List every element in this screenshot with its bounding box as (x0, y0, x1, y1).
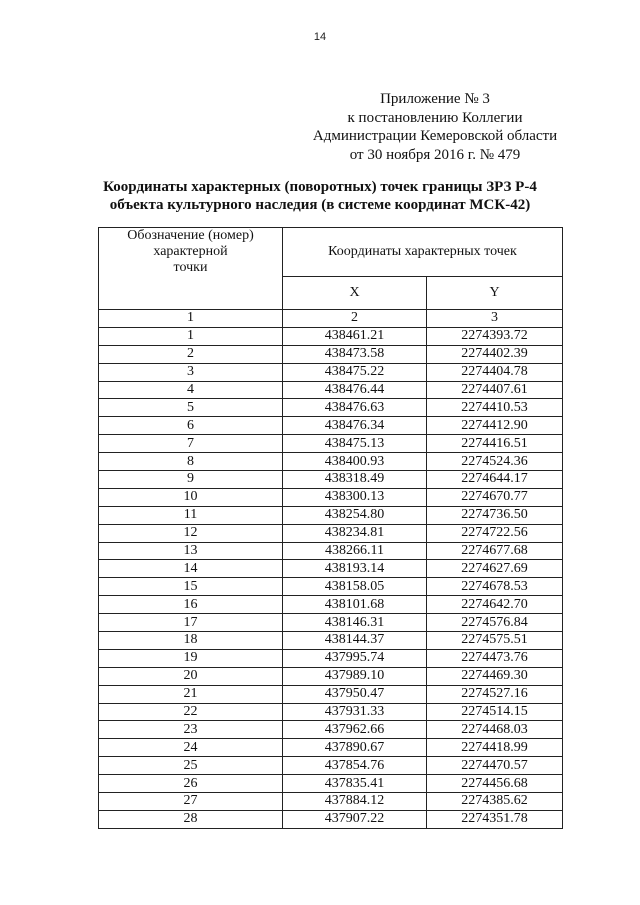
y-coordinate-cell: 2274416.51 (427, 435, 563, 453)
appendix-line-2: к постановлению Коллегии (347, 109, 523, 126)
header-coordinates: Координаты характерных точек (283, 228, 563, 277)
table-row (99, 381, 563, 399)
y-coordinate-cell: 2274402.39 (427, 345, 563, 363)
x-coordinate-cell: 438475.22 (283, 363, 427, 381)
point-number-cell: 7 (99, 435, 283, 453)
appendix-line-4: от 30 ноября 2016 г. № 479 (349, 146, 521, 163)
document-title (60, 178, 580, 214)
table-row (99, 488, 563, 506)
y-coordinate-cell: 2274470.57 (427, 757, 563, 775)
point-number-cell: 5 (99, 399, 283, 417)
y-coordinate-cell: 2274627.69 (427, 560, 563, 578)
x-coordinate-cell: 438158.05 (283, 578, 427, 596)
table-row (99, 453, 563, 471)
table-row (99, 685, 563, 703)
x-coordinate-cell: 438461.21 (283, 327, 427, 345)
point-number-cell: 15 (99, 578, 283, 596)
y-coordinate-cell: 2274410.53 (427, 399, 563, 417)
table-row (99, 560, 563, 578)
point-number-cell: 12 (99, 524, 283, 542)
table-row (99, 417, 563, 435)
x-coordinate-cell: 438400.93 (283, 453, 427, 471)
y-coordinate-cell: 2274407.61 (427, 381, 563, 399)
appendix-line-3: Администрации Кемеровской области (312, 128, 558, 144)
point-number-cell: 14 (99, 560, 283, 578)
header-y: Y (427, 277, 563, 310)
title-line-1: Координаты характерных (поворотных) точек границы ЗРЗ Р-4 (103, 179, 537, 195)
table-row (99, 649, 563, 667)
y-coordinate-cell: 2274642.70 (427, 596, 563, 614)
x-coordinate-cell: 437884.12 (283, 793, 427, 811)
point-number-cell: 11 (99, 506, 283, 524)
table-row (99, 435, 563, 453)
y-coordinate-cell: 2274722.56 (427, 524, 563, 542)
x-coordinate-cell: 438101.68 (283, 596, 427, 614)
point-number-cell: 23 (99, 721, 283, 739)
x-coordinate-cell: 438476.63 (283, 399, 427, 417)
table-row (99, 739, 563, 757)
point-number-cell: 1 (99, 327, 283, 345)
y-coordinate-cell: 2274418.99 (427, 739, 563, 757)
point-number-cell: 18 (99, 632, 283, 650)
y-coordinate-cell: 2274385.62 (427, 793, 563, 811)
header-point-line-1: Обозначение (номер) (127, 228, 254, 243)
y-coordinate-cell: 2274677.68 (427, 542, 563, 560)
x-coordinate-cell: 437854.76 (283, 757, 427, 775)
x-coordinate-cell: 438473.58 (283, 345, 427, 363)
point-number-cell: 28 (99, 810, 283, 828)
column-number: 3 (427, 310, 563, 328)
y-coordinate-cell: 2274404.78 (427, 363, 563, 381)
y-coordinate-cell: 2274524.36 (427, 453, 563, 471)
x-coordinate-cell: 438300.13 (283, 488, 427, 506)
point-number-cell: 19 (99, 649, 283, 667)
point-number-cell: 21 (99, 685, 283, 703)
point-number-cell: 8 (99, 453, 283, 471)
point-number-cell: 10 (99, 488, 283, 506)
point-number-cell: 22 (99, 703, 283, 721)
y-coordinate-cell: 2274456.68 (427, 775, 563, 793)
table-row (99, 524, 563, 542)
table-row (99, 578, 563, 596)
x-coordinate-cell: 437950.47 (283, 685, 427, 703)
point-number-cell: 2 (99, 345, 283, 363)
x-coordinate-cell: 437835.41 (283, 775, 427, 793)
point-number-cell: 16 (99, 596, 283, 614)
x-coordinate-cell: 438476.34 (283, 417, 427, 435)
point-number-cell: 25 (99, 757, 283, 775)
y-coordinate-cell: 2274468.03 (427, 721, 563, 739)
x-coordinate-cell: 438475.13 (283, 435, 427, 453)
x-coordinate-cell: 437995.74 (283, 649, 427, 667)
x-coordinate-cell: 438144.37 (283, 632, 427, 650)
table-row (99, 345, 563, 363)
header-point-line-2: характерной (153, 244, 228, 259)
point-number-cell: 6 (99, 417, 283, 435)
title-line-2: объекта культурного наследия (в системе координат МСК-42) (109, 197, 531, 213)
table-row (99, 721, 563, 739)
y-coordinate-cell: 2274736.50 (427, 506, 563, 524)
x-coordinate-cell: 438193.14 (283, 560, 427, 578)
x-coordinate-cell: 438146.31 (283, 614, 427, 632)
table-row (99, 614, 563, 632)
table-row (99, 793, 563, 811)
y-coordinate-cell: 2274412.90 (427, 417, 563, 435)
table-row (99, 757, 563, 775)
x-coordinate-cell: 438254.80 (283, 506, 427, 524)
x-coordinate-cell: 437890.67 (283, 739, 427, 757)
header-x: X (283, 277, 427, 310)
y-coordinate-cell: 2274393.72 (427, 327, 563, 345)
y-coordinate-cell: 2274351.78 (427, 810, 563, 828)
column-number: 1 (99, 310, 283, 328)
point-number-cell: 13 (99, 542, 283, 560)
x-coordinate-cell: 438476.44 (283, 381, 427, 399)
column-number-row (99, 310, 563, 328)
table-row (99, 596, 563, 614)
appendix-block (300, 90, 570, 164)
y-coordinate-cell: 2274678.53 (427, 578, 563, 596)
y-coordinate-cell: 2274644.17 (427, 471, 563, 489)
table-row (99, 399, 563, 417)
table-row (99, 471, 563, 489)
y-coordinate-cell: 2274670.77 (427, 488, 563, 506)
table-row (99, 327, 563, 345)
coordinates-table (98, 227, 563, 829)
point-number-cell: 4 (99, 381, 283, 399)
point-number-cell: 3 (99, 363, 283, 381)
table-row (99, 363, 563, 381)
table-row (99, 775, 563, 793)
point-number-cell: 17 (99, 614, 283, 632)
x-coordinate-cell: 437907.22 (283, 810, 427, 828)
x-coordinate-cell: 438266.11 (283, 542, 427, 560)
table-row (99, 667, 563, 685)
point-number-cell: 27 (99, 793, 283, 811)
header-point-designation (99, 228, 283, 310)
point-number-cell: 20 (99, 667, 283, 685)
y-coordinate-cell: 2274514.15 (427, 703, 563, 721)
y-coordinate-cell: 2274469.30 (427, 667, 563, 685)
table-body (99, 327, 563, 828)
appendix-line-1: Приложение № 3 (380, 91, 490, 107)
x-coordinate-cell: 437931.33 (283, 703, 427, 721)
y-coordinate-cell: 2274576.84 (427, 614, 563, 632)
point-number-cell: 26 (99, 775, 283, 793)
table-row (99, 506, 563, 524)
header-point-line-3: точки (173, 260, 208, 275)
table-row (99, 810, 563, 828)
point-number-cell: 9 (99, 471, 283, 489)
x-coordinate-cell: 438318.49 (283, 471, 427, 489)
table-row (99, 542, 563, 560)
y-coordinate-cell: 2274575.51 (427, 632, 563, 650)
y-coordinate-cell: 2274473.76 (427, 649, 563, 667)
x-coordinate-cell: 438234.81 (283, 524, 427, 542)
column-number: 2 (283, 310, 427, 328)
point-number-cell: 24 (99, 739, 283, 757)
x-coordinate-cell: 437962.66 (283, 721, 427, 739)
x-coordinate-cell: 437989.10 (283, 667, 427, 685)
page-number: 14 (313, 31, 327, 43)
table-row (99, 632, 563, 650)
table-row (99, 703, 563, 721)
y-coordinate-cell: 2274527.16 (427, 685, 563, 703)
